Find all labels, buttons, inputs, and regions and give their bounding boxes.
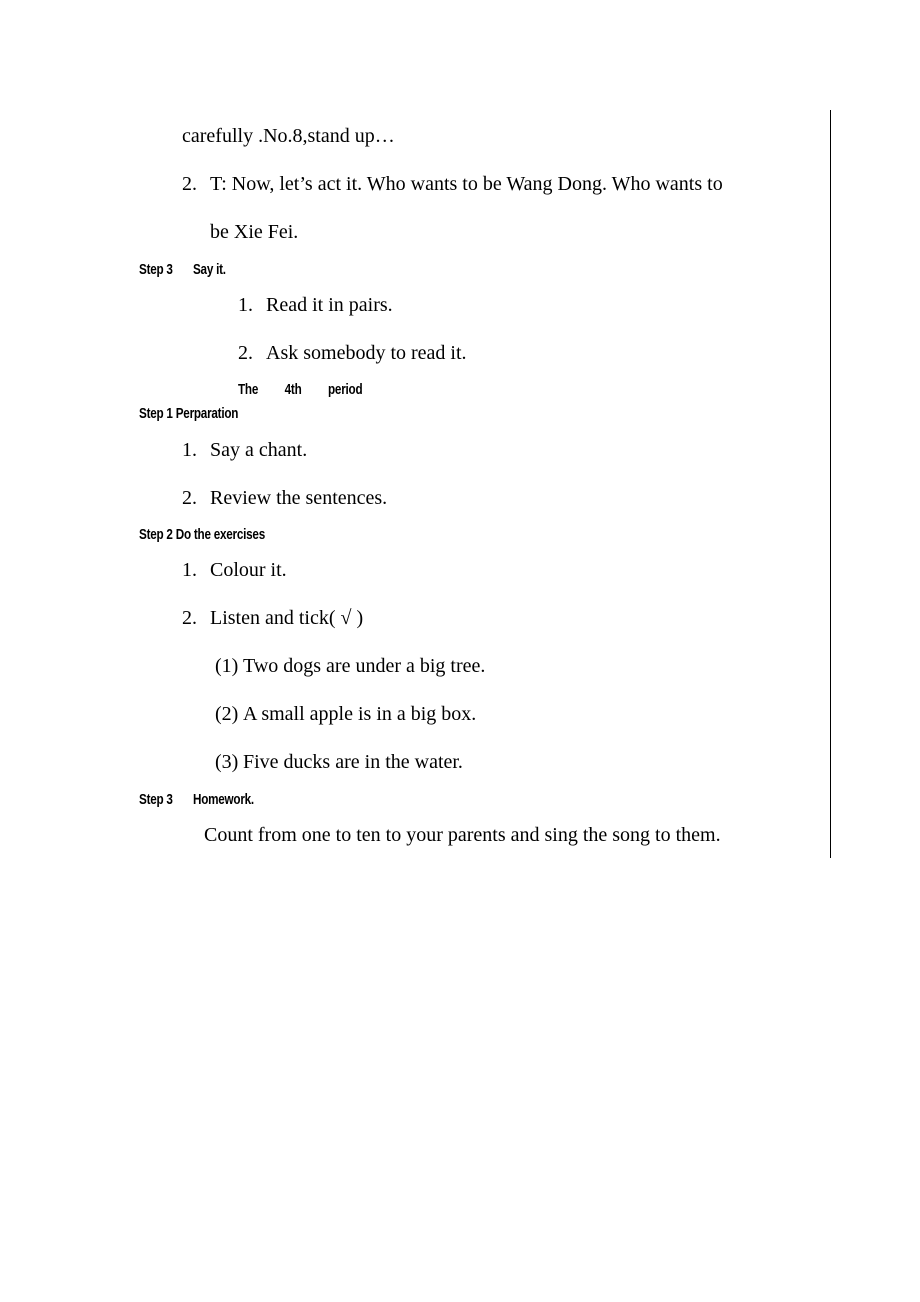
step-label: Step 3: [139, 791, 173, 808]
item-number: 1.: [182, 439, 197, 461]
step-title: Say it.: [192, 261, 226, 278]
item-number: 2.: [182, 487, 197, 509]
sub-item-text: Five ducks are in the water.: [243, 751, 463, 773]
item-number: 2.: [182, 173, 197, 195]
step-label: Step 3: [139, 261, 173, 278]
sub-item-number: (1): [215, 655, 239, 677]
list-item: [182, 172, 723, 196]
margin-rule: [830, 110, 831, 858]
item-text: be Xie Fei.: [210, 221, 299, 243]
item-text: Say a chant.: [210, 439, 308, 461]
period-word: period: [328, 381, 363, 398]
step-title: Homework.: [192, 791, 254, 808]
step-title: Step 1 Perparation: [139, 405, 239, 422]
continuation-text: carefully .No.8,stand up…: [182, 125, 395, 147]
section-heading-step3-say: [139, 260, 226, 280]
item-text: T: Now, let’s act it. Who wants to be Wang Dong. Who wants to: [210, 173, 723, 195]
step-title: Step 2 Do the exercises: [139, 526, 265, 543]
list-item: [182, 438, 307, 462]
list-item: [238, 293, 393, 317]
list-item: [238, 341, 467, 365]
item-text: Listen and tick( √ ): [210, 607, 364, 629]
sub-item-number: (3): [215, 751, 239, 773]
list-item: [182, 558, 287, 582]
section-heading-step1: [139, 404, 238, 424]
section-heading-step3-homework: [139, 790, 254, 810]
item-text: Ask somebody to read it.: [266, 342, 467, 364]
item-number: 1.: [182, 559, 197, 581]
sub-item-text: Two dogs are under a big tree.: [243, 655, 486, 677]
sub-list-item: [215, 750, 463, 774]
list-item: [182, 606, 363, 630]
sub-item-text: A small apple is in a big box.: [243, 703, 477, 725]
list-item: [182, 486, 387, 510]
continuation-line: [182, 124, 395, 148]
sub-list-item: [215, 654, 485, 678]
item-number: 1.: [238, 294, 253, 316]
period-ordinal: 4th: [284, 381, 302, 398]
sub-list-item: [215, 702, 476, 726]
item-number: 2.: [238, 342, 253, 364]
item-text: Review the sentences.: [210, 487, 388, 509]
period-the: The: [238, 381, 259, 398]
item-text: Colour it.: [210, 559, 287, 581]
homework-text-line: [204, 823, 721, 847]
homework-text: Count from one to ten to your parents and sing the song to them.: [204, 824, 721, 846]
item-number: 2.: [182, 607, 197, 629]
section-heading-step2: [139, 525, 265, 545]
sub-item-number: (2): [215, 703, 239, 725]
item-text: Read it in pairs.: [266, 294, 393, 316]
period-heading: [238, 380, 362, 400]
list-item-continuation: [210, 220, 298, 244]
